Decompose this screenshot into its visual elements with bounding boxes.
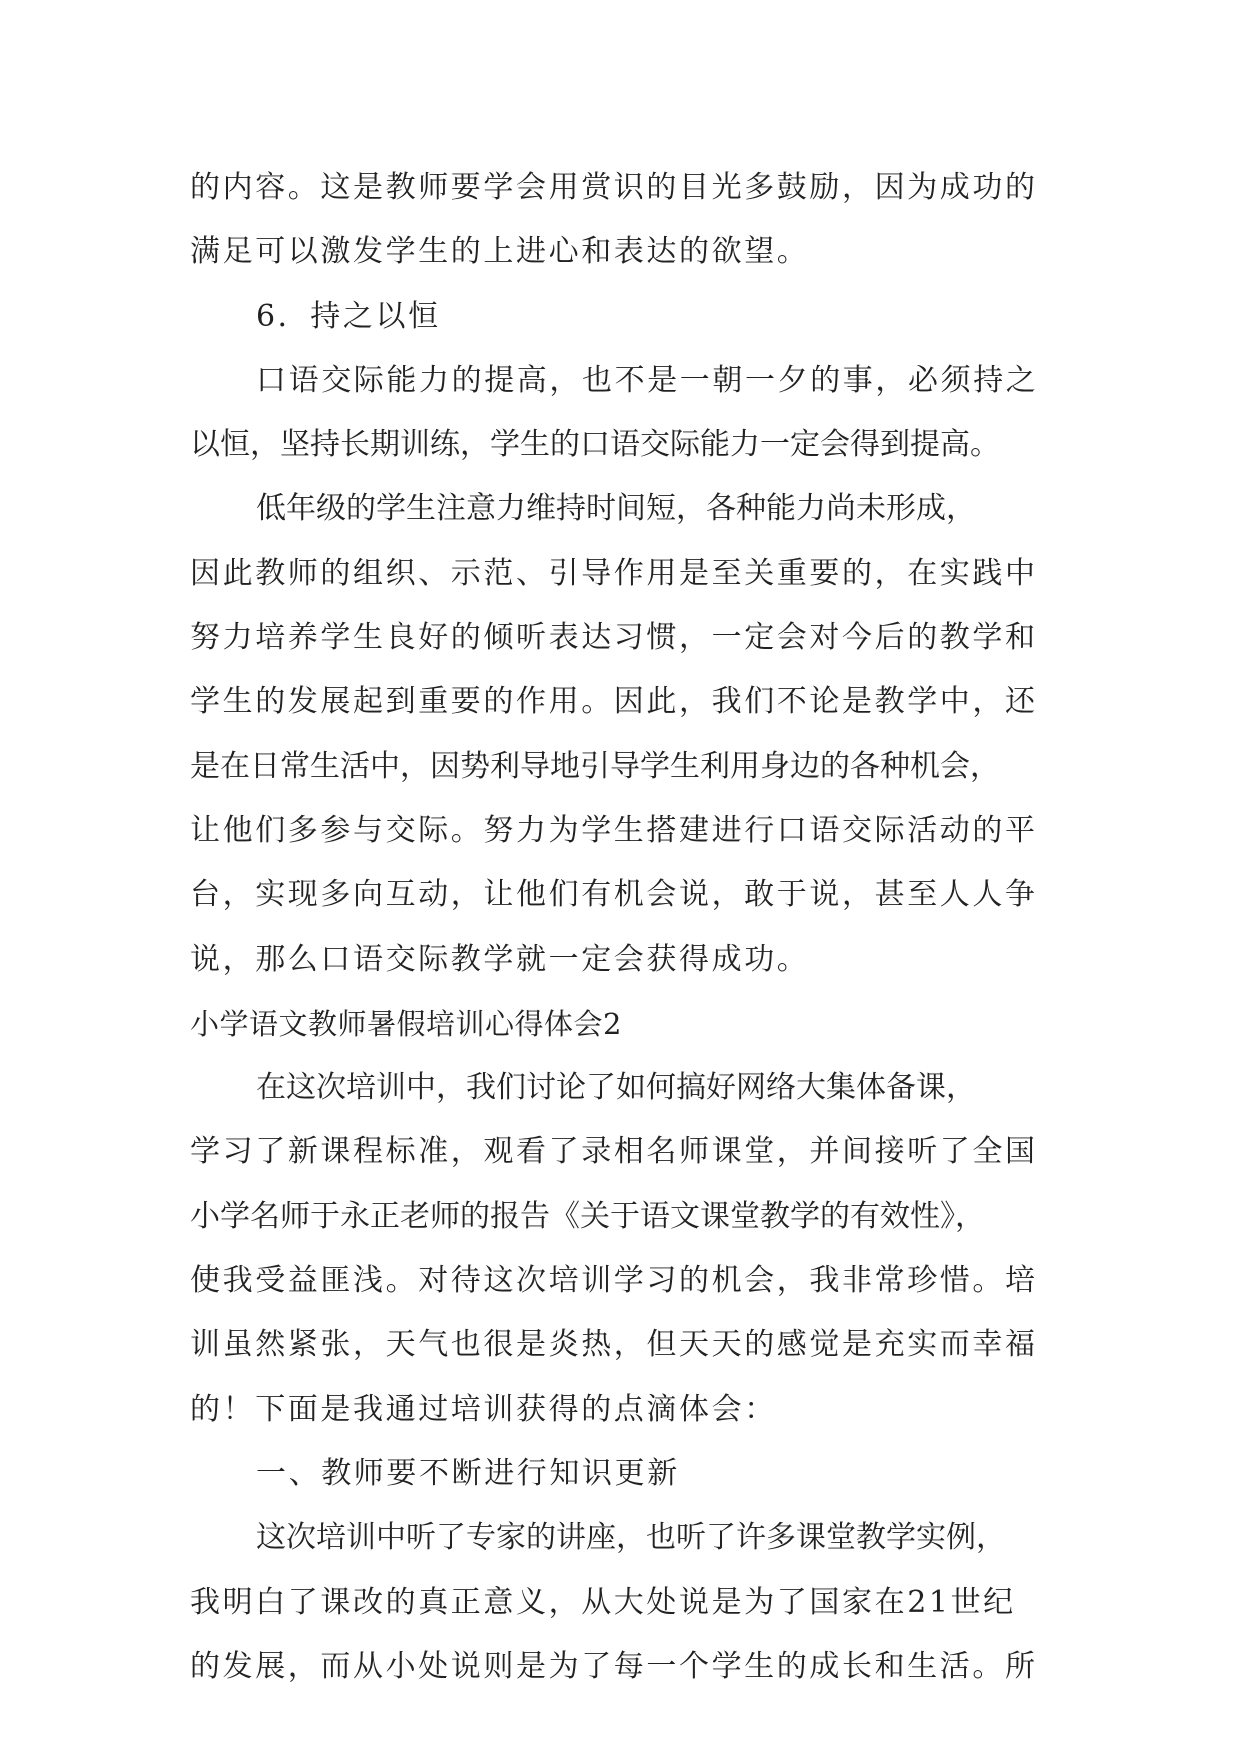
text-line: 说，那么口语交际教学就一定会获得成功。 <box>190 941 810 977</box>
text-line: 学生的发展起到重要的作用。因此，我们不论是教学中，还 <box>190 684 1038 720</box>
text-line: 口语交际能力的提高，也不是一朝一夕的事，必须持之 <box>256 362 1039 398</box>
text-line: 的发展，而从小处说则是为了每一个学生的成长和生活。所 <box>190 1648 1038 1684</box>
section-heading: 一、教师要不断进行知识更新 <box>256 1455 680 1491</box>
document-body <box>190 156 1070 1699</box>
text-line: 我明白了课改的真正意义，从大处说是为了国家在21世纪 <box>190 1584 1016 1620</box>
text-line: 的！下面是我通过培训获得的点滴体会： <box>190 1391 777 1427</box>
text-line: 使我受益匪浅。对待这次培训学习的机会，我非常珍惜。培 <box>190 1263 1038 1299</box>
text-line: 是在日常生活中，因势利导地引导学生利用身边的各种机会， <box>190 748 1000 784</box>
text-line: 以恒，坚持长期训练，学生的口语交际能力一定会得到提高。 <box>190 427 1000 463</box>
text-line: 训虽然紧张，天气也很是炎热，但天天的感觉是充实而幸福 <box>190 1327 1038 1363</box>
text-line: 因此教师的组织、示范、引导作用是至关重要的，在实践中 <box>190 555 1038 591</box>
text-line: 低年级的学生注意力维持时间短，各种能力尚未形成， <box>256 491 976 527</box>
text-line: 的内容。这是教师要学会用赏识的目光多鼓励，因为成功的 <box>190 170 1038 205</box>
text-line: 这次培训中听了专家的讲座，也听了许多课堂教学实例， <box>256 1520 1006 1556</box>
section-heading: 6．持之以恒 <box>256 298 441 334</box>
text-line: 让他们多参与交际。努力为学生搭建进行口语交际活动的平 <box>190 812 1038 848</box>
text-line: 台，实现多向互动，让他们有机会说，敢于说，甚至人人争 <box>190 877 1038 913</box>
text-line: 小学名师于永正老师的报告《关于语文课堂教学的有效性》， <box>190 1198 985 1234</box>
text-line: 努力培养学生良好的倾听表达习惯，一定会对今后的教学和 <box>190 620 1038 656</box>
text-line: 满足可以激发学生的上进心和表达的欲望。 <box>190 234 810 270</box>
text-line: 在这次培训中，我们讨论了如何搞好网络大集体备课， <box>256 1070 976 1106</box>
text-line: 学习了新课程标准，观看了录相名师课堂，并间接听了全国 <box>190 1134 1038 1170</box>
article-title: 小学语文教师暑假培训心得体会2 <box>190 1006 622 1041</box>
